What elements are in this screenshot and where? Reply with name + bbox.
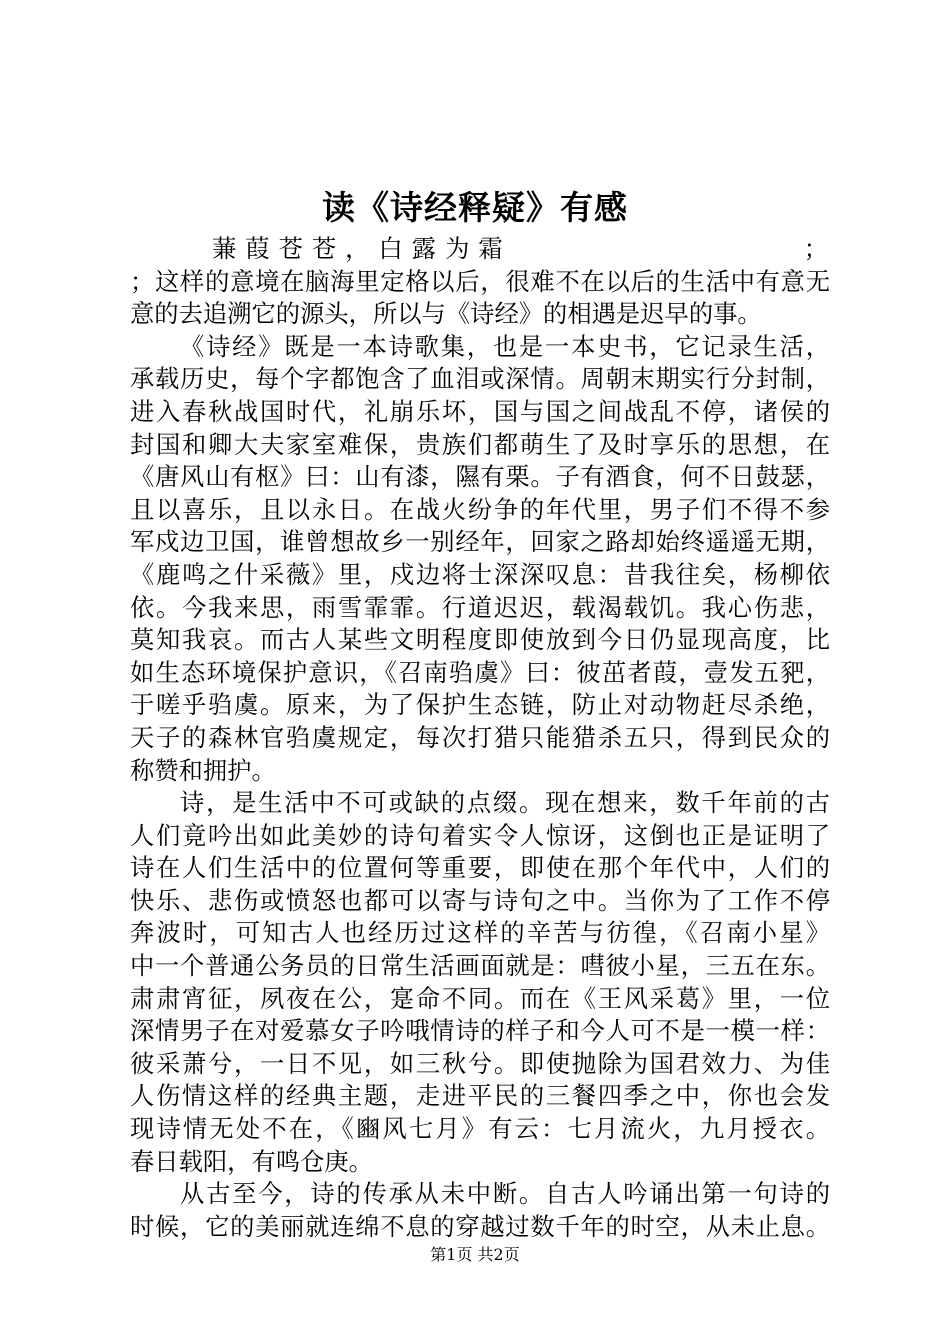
text-line: 《诗经》既是一本诗歌集，也是一本史书，它记录生活， bbox=[180, 331, 830, 361]
text-line: 称赞和拥护。 bbox=[130, 755, 276, 785]
text-line: 彼采萧兮，一日不见，如三秋兮。即使抛除为国君效力、为佳 bbox=[130, 1048, 830, 1078]
text-line: 深情男子在对爱慕女子吟哦情诗的样子和今人可不是一模一样： bbox=[130, 1016, 830, 1046]
document-title: 读《诗经释疑》有感 bbox=[322, 188, 628, 227]
text-line: 莫知我哀。而古人某些文明程度即使放到今日仍显现高度，比 bbox=[130, 625, 830, 655]
text-line: 承载历史，每个字都饱含了血泪或深情。周朝末期实行分封制， bbox=[130, 364, 830, 394]
text-line: 快乐、悲伤或愤怒也都可以寄与诗句之中。当你为了工作不停 bbox=[130, 885, 830, 915]
text-line: 封国和卿大夫家室难保，贵族们都萌生了及时享乐的思想，在 bbox=[130, 429, 830, 459]
text-line: 诗在人们生活中的位置何等重要，即使在那个年代中，人们的 bbox=[130, 853, 830, 883]
text-line: 现诗情无处不在，《豳风七月》有云：七月流火，九月授衣。 bbox=[130, 1114, 830, 1144]
text-line: 军戍边卫国，谁曾想故乡一别经年，回家之路却始终遥遥无期， bbox=[130, 527, 830, 557]
text-line: 《唐风山有枢》曰：山有漆，隰有栗。子有酒食，何不日鼓瑟， bbox=[130, 462, 830, 492]
poem-line bbox=[130, 233, 830, 266]
page-footer: 第1页 共2页 bbox=[430, 1245, 520, 1264]
text-line: 春日载阳，有鸣仓庚。 bbox=[130, 1146, 373, 1176]
text-line: 肃肃宵征，夙夜在公，寔命不同。而在《王风采葛》里，一位 bbox=[130, 983, 830, 1013]
text-line: 天子的森林官驺虞规定，每次打猎只能猎杀五只，得到民众的 bbox=[130, 722, 830, 752]
text-line: 《鹿鸣之什采薇》里，戍边将士深深叹息：昔我往矣，杨柳依 bbox=[130, 559, 830, 589]
text-line: 从古至今，诗的传承从未中断。自古人吟诵出第一句诗的 bbox=[180, 1179, 830, 1209]
text-line: 时候，它的美丽就连绵不息的穿越过数千年的时空，从未止息。 bbox=[130, 1211, 830, 1241]
poem-text: 蒹葭苍苍，白露为霜 bbox=[212, 234, 512, 263]
text-line: 诗，是生活中不可或缺的点缀。现在想来，数千年前的古 bbox=[180, 788, 830, 818]
text-line: 人伤情这样的经典主题，走进平民的三餐四季之中，你也会发 bbox=[130, 1081, 830, 1111]
text-line: 于嗟乎驺虞。原来，为了保护生态链，防止对动物赶尽杀绝， bbox=[130, 690, 830, 720]
text-line: 依。今我来思，雨雪霏霏。行道迟迟，载渴载饥。我心伤悲， bbox=[130, 592, 830, 622]
text-line: 且以喜乐，且以永日。在战火纷争的年代里，男子们不得不参 bbox=[130, 494, 830, 524]
text-line: 中一个普通公务员的日常生活画面就是：嘒彼小星，三五在东。 bbox=[130, 951, 830, 981]
text-line: 人们竟吟出如此美妙的诗句着实令人惊讶，这倒也正是证明了 bbox=[130, 820, 830, 850]
text-line: ；这样的意境在脑海里定格以后，很难不在以后的生活中有意无 bbox=[130, 266, 830, 296]
text-line: 意的去追溯它的源头，所以与《诗经》的相遇是迟早的事。 bbox=[130, 299, 762, 329]
text-line: 如生态环境保护意识，《召南驺虞》曰：彼茁者葭，壹发五豝， bbox=[130, 657, 830, 687]
text-line: 进入春秋战国时代，礼崩乐坏，国与国之间战乱不停，诸侯的 bbox=[130, 396, 830, 426]
poem-semicolon: ； bbox=[803, 234, 828, 263]
text-line: 奔波时，可知古人也经历过这样的辛苦与彷徨，《召南小星》 bbox=[130, 918, 830, 948]
document-body bbox=[130, 233, 830, 1243]
